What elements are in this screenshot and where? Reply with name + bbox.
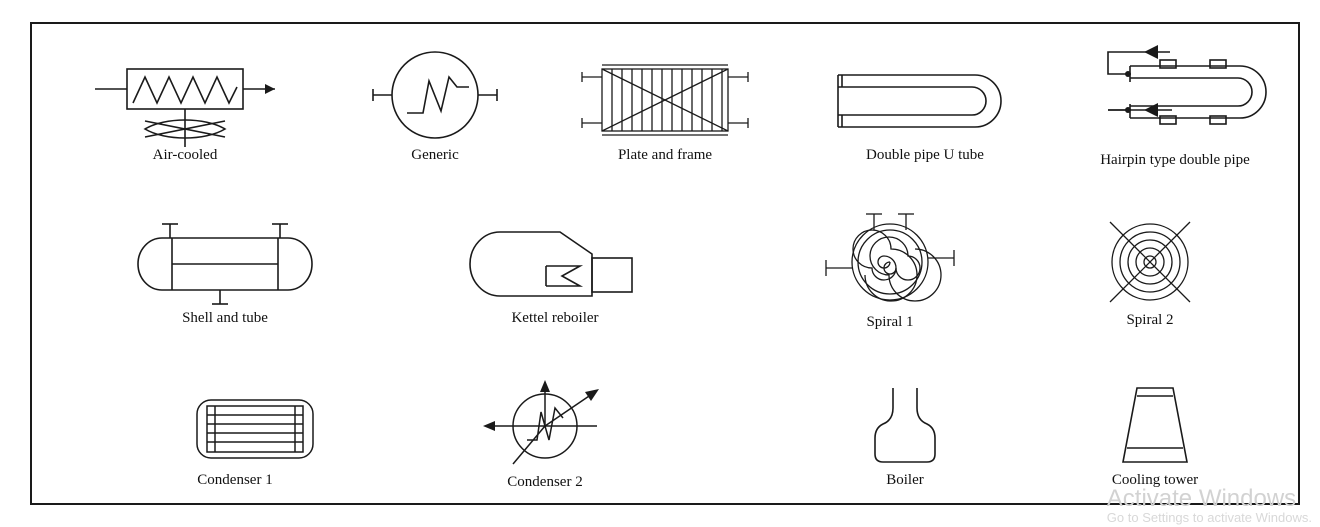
watermark-subtitle: Go to Settings to activate Windows.	[1106, 509, 1312, 525]
symbol-spiral-1	[790, 204, 990, 331]
symbol-label: Condenser 2	[507, 474, 583, 490]
symbol-grid	[30, 22, 1300, 505]
symbol-generic	[335, 47, 535, 164]
kettel-reboiler-icon	[440, 210, 670, 310]
symbol-label: Generic	[411, 147, 459, 163]
symbol-label: Condenser 1	[197, 472, 273, 488]
boiler-icon	[825, 380, 985, 472]
symbol-label: Kettel reboiler	[511, 310, 599, 326]
symbol-cooling-tower	[1055, 378, 1255, 489]
symbol-shell-and-tube	[100, 210, 350, 327]
symbol-label: Hairpin type double pipe	[1100, 152, 1250, 168]
symbol-label: Air-cooled	[152, 147, 218, 163]
symbol-label: Plate and frame	[617, 147, 713, 163]
symbol-label: Spiral 2	[1126, 312, 1174, 328]
symbol-label: Shell and tube	[182, 310, 268, 326]
spiral-1-icon	[800, 204, 980, 314]
symbol-label: Spiral 1	[866, 314, 914, 330]
symbol-double-pipe-u-tube	[805, 47, 1045, 164]
symbol-boiler	[805, 380, 1005, 489]
condenser-2-icon	[445, 374, 645, 474]
symbol-label: Double pipe U tube	[866, 147, 984, 163]
plate-and-frame-icon	[560, 47, 770, 147]
watermark-title: Activate Windows	[1106, 484, 1297, 512]
shell-and-tube-icon	[110, 210, 340, 310]
symbol-label: Boiler	[886, 472, 924, 488]
double-pipe-u-tube-icon	[820, 47, 1030, 147]
cooling-tower-icon	[1075, 378, 1235, 472]
symbol-condenser-2	[430, 374, 660, 491]
symbol-hairpin-double-pipe	[1060, 34, 1290, 169]
symbol-spiral-2	[1050, 212, 1250, 329]
symbol-condenser-1	[120, 382, 350, 489]
air-cooled-icon	[85, 47, 285, 147]
condenser-1-icon	[135, 382, 335, 472]
generic-icon	[345, 47, 525, 147]
symbol-air-cooled	[65, 47, 305, 164]
symbol-label: Cooling tower	[1111, 472, 1199, 488]
spiral-2-icon	[1065, 212, 1235, 312]
symbol-plate-and-frame	[550, 47, 780, 164]
symbol-kettel-reboiler	[430, 210, 680, 327]
hairpin-double-pipe-icon	[1060, 34, 1290, 152]
